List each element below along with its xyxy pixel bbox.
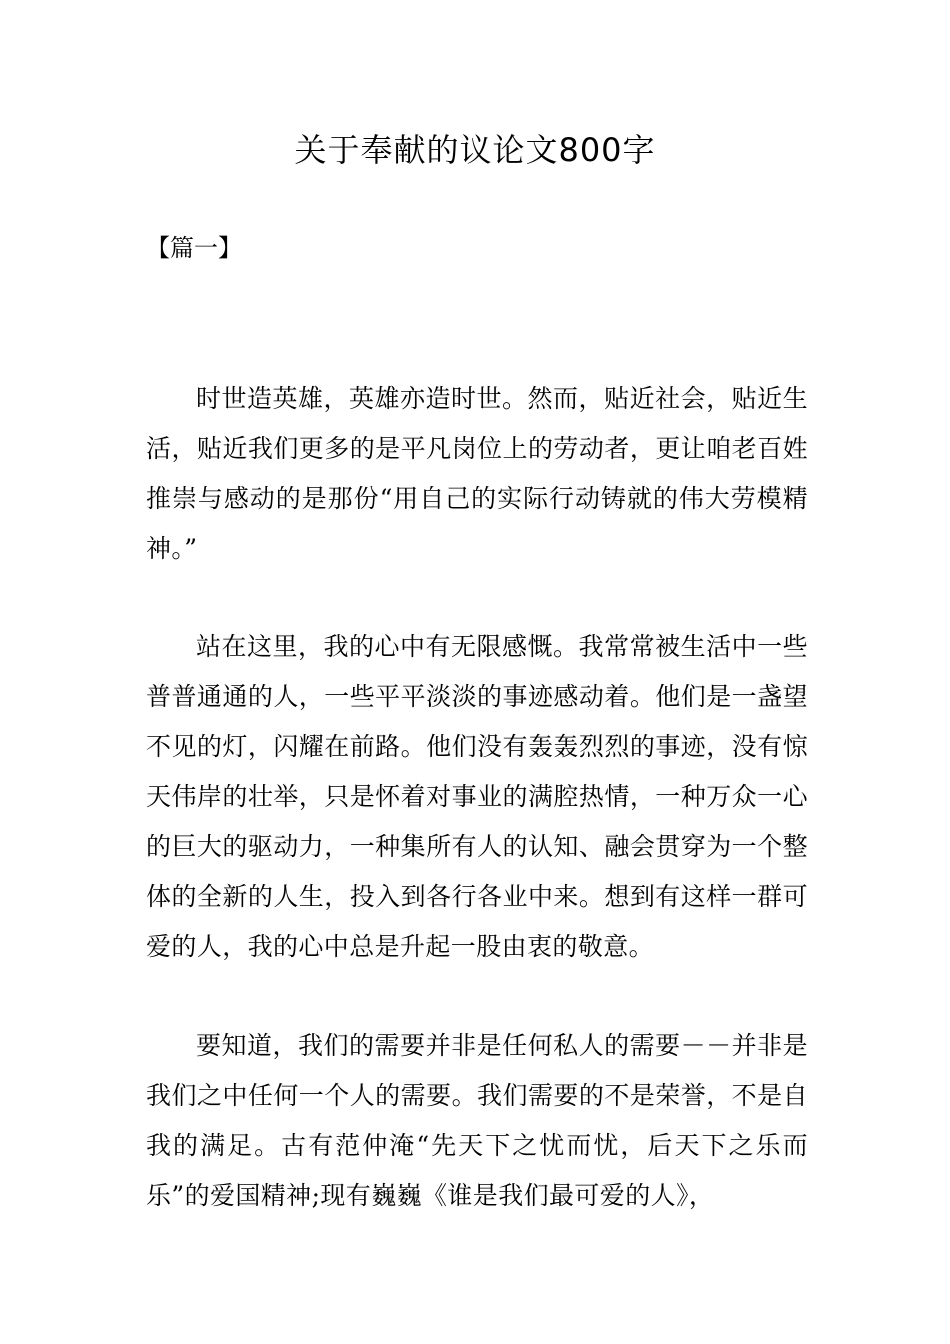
document-title: 关于奉献的议论文800字 <box>294 131 656 169</box>
paragraph-1: 时世造英雄，英雄亦造时世。然而，贴近社会，贴近生活，贴近我们更多的是平凡岗位上的劳动者，更让咱老百姓推崇与感动的是那份“用自己的实际行动铸就的伟大劳模精神。” <box>146 384 808 563</box>
paragraph-3: 要知道，我们的需要并非是任何私人的需要－－并非是我们之中任何一个人的需要。我们需要的不是荣誉，不是自我的满足。古有范仲淹“先天下之忧而忧，后天下之乐而乐”的爱国精神;现有巍巍《谁是我们最可爱的人》， <box>146 1031 808 1210</box>
paragraph-2: 站在这里，我的心中有无限感慨。我常常被生活中一些普普通通的人，一些平平淡淡的事迹感动着。他们是一盏望不见的灯，闪耀在前路。他们没有轰轰烈烈的事迹，没有惊天伟岸的壮举，只是怀着对事业的满腔热情，一种万众一心的巨大的驱动力，一种集所有人的认知、融会贯穿为一个整体的全新的人生，投入到各行各业中来。想到有这样一群可爱的人，我的心中总是升起一股由衷的敬意。 <box>146 632 808 961</box>
section-label: 【篇一】 <box>146 234 242 262</box>
